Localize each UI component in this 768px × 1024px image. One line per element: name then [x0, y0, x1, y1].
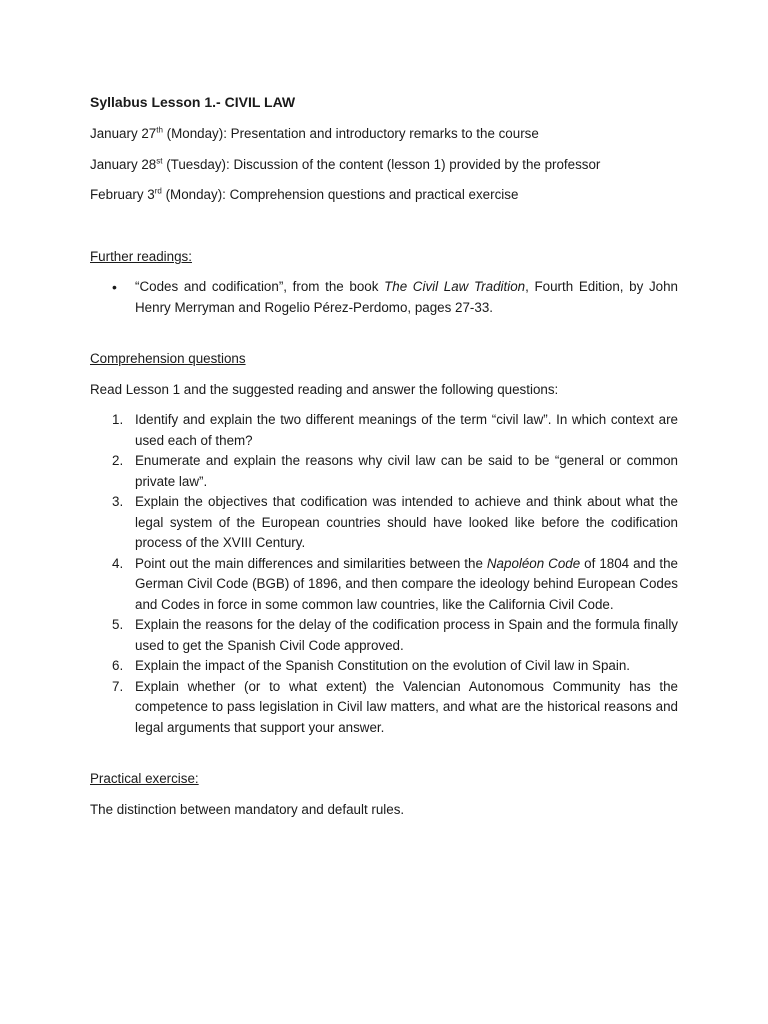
questions-list — [90, 410, 678, 738]
comprehension-heading: Comprehension questions — [90, 351, 246, 366]
schedule-line-3: February 3rd (Monday): Comprehension questions and practical exercise — [90, 186, 519, 202]
question-item: 1. Identify and explain the two different meanings of the term “civil law”. In which context are used each of them? — [112, 412, 678, 448]
schedule-line-1: January 27th (Monday): Presentation and introductory remarks to the course — [90, 125, 539, 141]
question-item: 6. Explain the impact of the Spanish Constitution on the evolution of Civil law in Spain. — [112, 658, 630, 673]
further-readings-heading: Further readings: — [90, 249, 192, 264]
question-item: 3. Explain the objectives that codification was intended to achieve and think about what the legal system of the European countries should have looked like before the codification process of the XVIII Century. — [112, 494, 678, 550]
question-item: 7. Explain whether (or to what extent) the Valencian Autonomous Community has the competence to pass legislation in Civil law matters, and what are the historical reasons and legal arguments that support your answer. — [112, 678, 678, 735]
question-item: 2. Enumerate and explain the reasons why civil law can be said to be “general or common private law”. — [112, 453, 678, 489]
bullet-icon: • — [112, 279, 117, 295]
question-item: 4. Point out the main differences and similarities between the Napoléon Code of 1804 and the German Civil Code (BGB) of 1896, and then compare the ideology behind European Codes and Codes in force in some common law countries, like the California Civil Code. — [112, 555, 679, 612]
reading-item: • “Codes and codification”, from the book The Civil Law Tradition, Fourth Edition, by John Henry Merryman and Rogelio Pérez-Perdomo, pages 27-33. — [112, 279, 678, 315]
question-item: 5. Explain the reasons for the delay of the codification process in Spain and the formula finally used to get the Spanish Civil Code approved. — [112, 617, 678, 653]
comprehension-intro: Read Lesson 1 and the suggested reading and answer the following questions: — [90, 382, 559, 397]
syllabus-title: Syllabus Lesson 1.- CIVIL LAW — [90, 94, 296, 110]
schedule-line-2: January 28st (Tuesday): Discussion of the content (lesson 1) provided by the professor — [90, 156, 601, 172]
practical-text: The distinction between mandatory and default rules. — [90, 802, 405, 817]
further-readings-list — [90, 277, 678, 318]
practical-heading: Practical exercise: — [90, 771, 199, 786]
